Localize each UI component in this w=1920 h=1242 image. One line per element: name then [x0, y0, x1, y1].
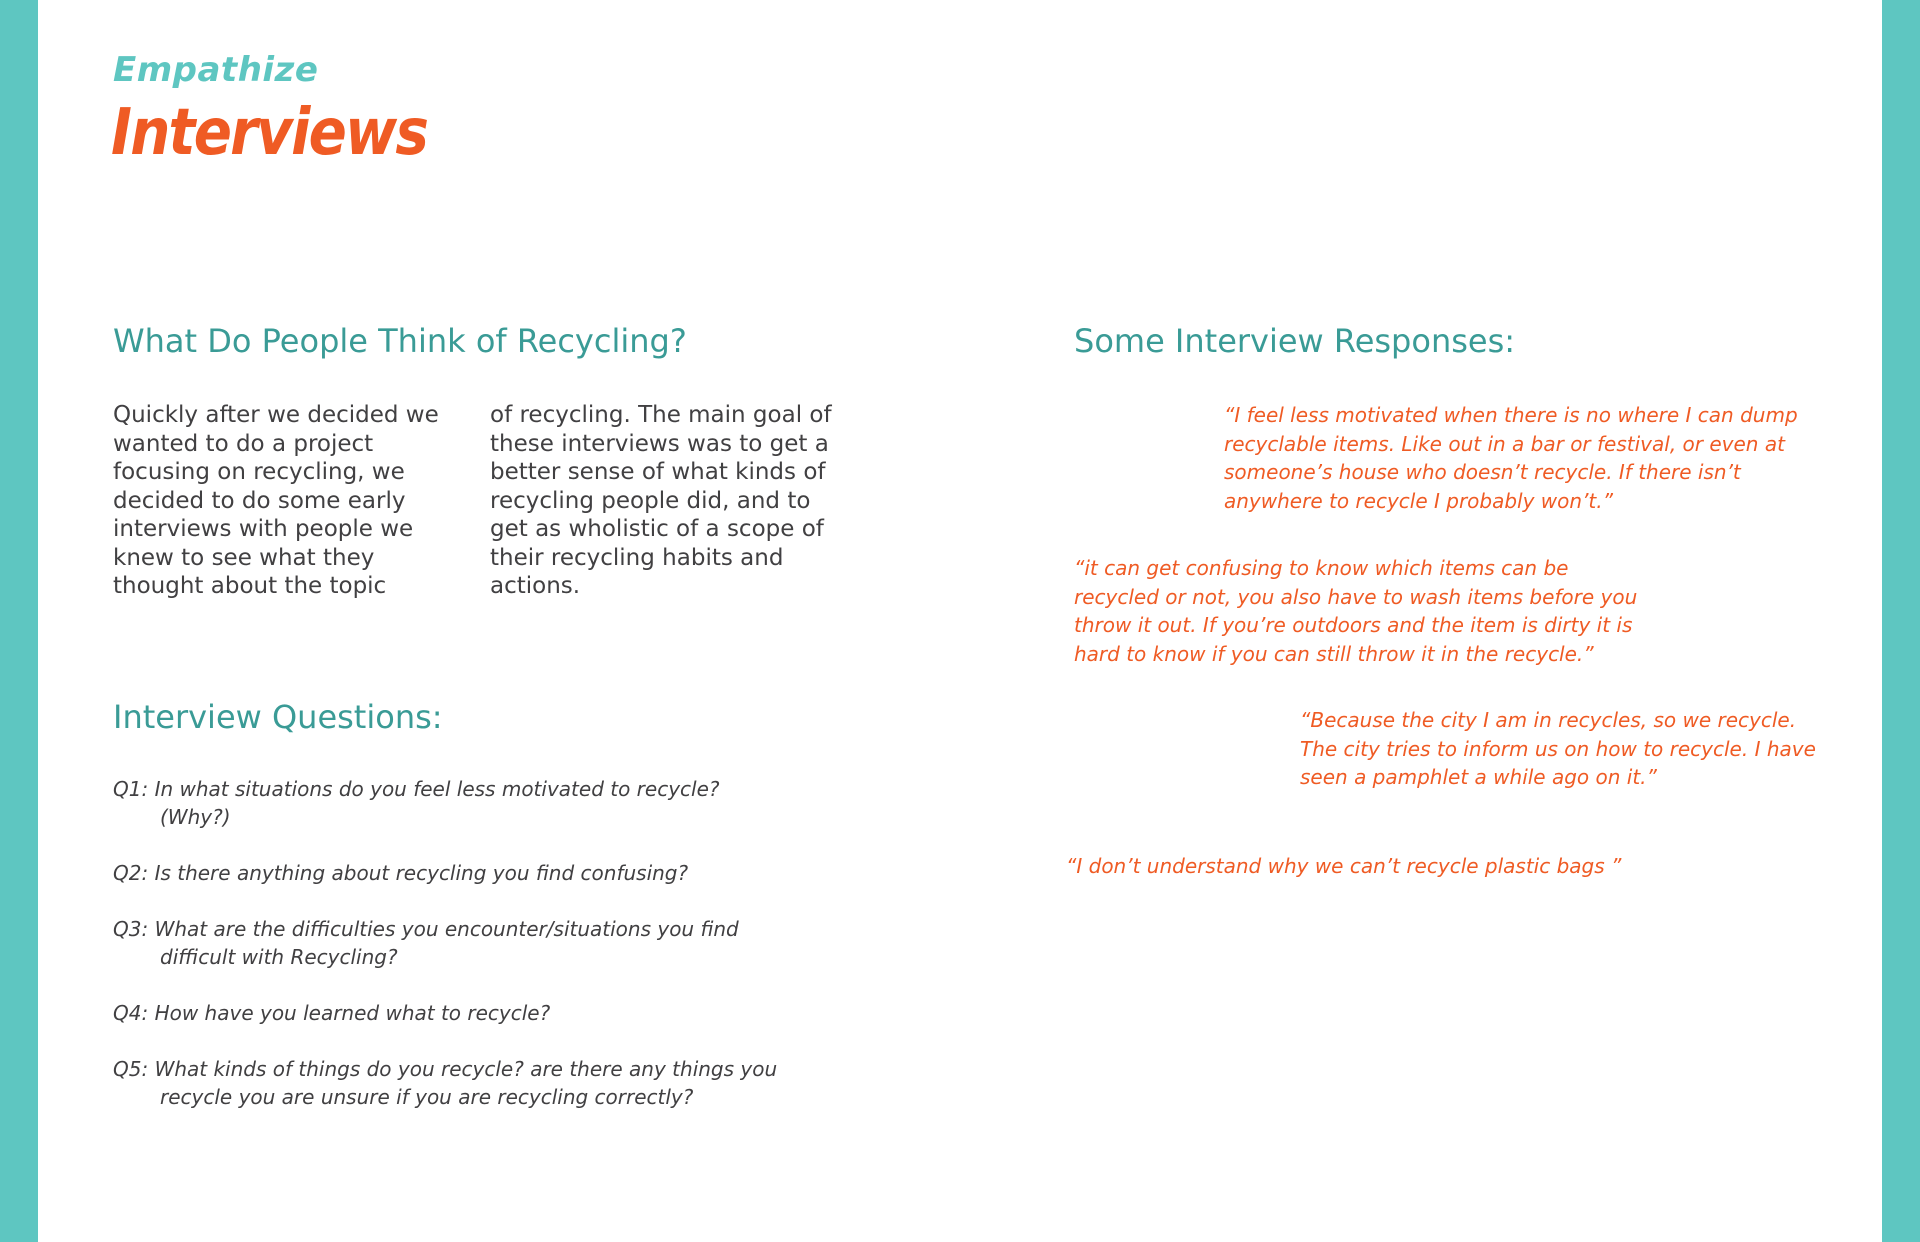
response-quote: “I feel less motivated when there is no where I can dump recyclable items. Like out in a bar or festival, or even at someone’s house who doesn’t recycle. If there isn’t anywhere to recycle I probably won’t.” — [1224, 403, 1798, 513]
intro-heading: What Do People Think of Recycling? — [113, 322, 687, 360]
intro-paragraph-column-1: Quickly after we decided we wanted to do a project focusing on recycling, we decided to do some early interviews with people we knew to see what they thought about the topic — [113, 402, 439, 599]
page-title: Interviews — [111, 96, 428, 170]
question-item: Q4: How have you learned what to recycle? — [113, 1001, 551, 1025]
response-quote: “I don’t understand why we can’t recycle plastic bags ” — [1066, 854, 1622, 878]
question-item: Q2: Is there anything about recycling you find confusing? — [113, 861, 689, 885]
question-item: Q3: What are the difficulties you encounter/situations you find difficult with Recycling? — [113, 917, 739, 969]
response-quote: “it can get confusing to know which items can be recycled or not, you also have to wash items before you throw it out. If you’re outdoors and the item is dirty it is hard to know if you can still throw it in the recycle.” — [1074, 556, 1638, 666]
intro-paragraph-column-2: of recycling. The main goal of these interviews was to get a better sense of what kinds of recycling people did, and to get as wholistic of a scope of their recycling habits and actions. — [490, 402, 832, 599]
question-item: Q5: What kinds of things do you recycle? are there any things you recycle you are unsure if you are recycling correctly? — [113, 1057, 778, 1109]
questions-list — [113, 775, 793, 1139]
section-kicker: Empathize — [113, 50, 319, 90]
right-frame-bar — [1882, 0, 1920, 1242]
questions-heading: Interview Questions: — [113, 698, 443, 736]
response-quote: “Because the city I am in recycles, so we recycle. The city tries to inform us on how to recycle. I have seen a pamphlet a while ago on it.” — [1300, 708, 1816, 789]
left-frame-bar — [0, 0, 38, 1242]
question-item: Q1: In what situations do you feel less motivated to recycle? (Why?) — [113, 777, 720, 829]
responses-heading: Some Interview Responses: — [1074, 322, 1516, 360]
